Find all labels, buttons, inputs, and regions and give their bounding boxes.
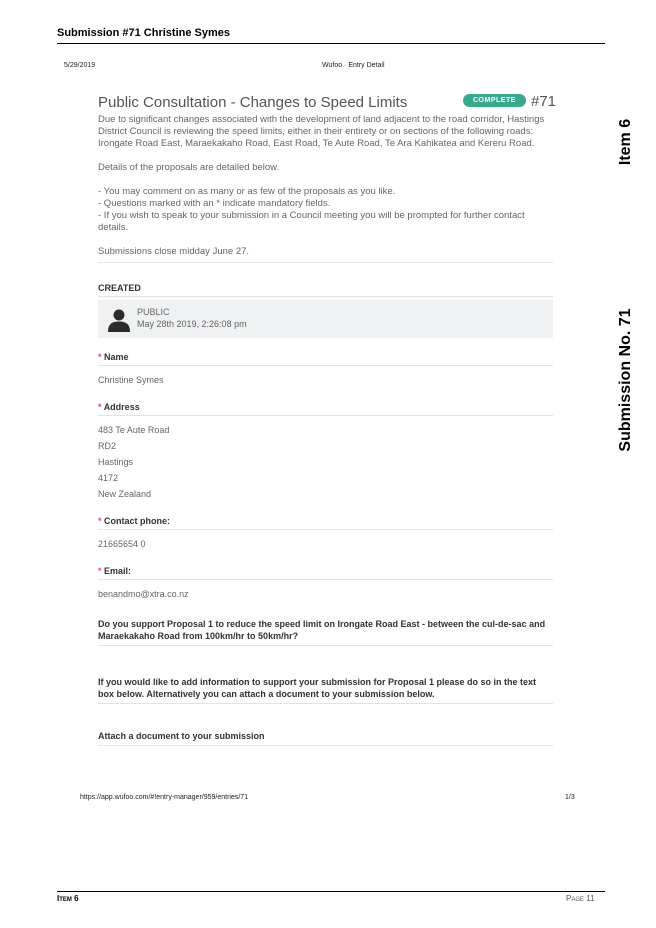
document-header [57,23,605,44]
form-closing-text: Submissions close midday June 27. [98,246,250,257]
created-info [137,306,247,330]
address-line: 483 Te Aute Road [98,425,170,435]
proposal-1-question: Do you support Proposal 1 to reduce the speed limit on Irongate Road East - between the cul-de-sac and Maraekakaho Road from 100km/hr to 50km/hr? [98,618,553,646]
phone-value: 21665654 0 [98,539,146,549]
email-label [98,566,553,580]
entry-number: #71 [531,93,557,110]
phone-label [98,516,553,530]
name-value: Christine Symes [98,375,164,385]
print-date: 5/29/2019 [64,62,96,69]
form-description [98,114,553,263]
address-label-text: Address [103,402,140,412]
attach-document-question: Attach a document to your submission [98,730,553,746]
document-header-title: Submission #71 Christine Symes [57,27,231,39]
entry-content [98,92,557,746]
address-line: Hastings [98,457,134,467]
side-submission-label: Submission No. 71 [617,308,634,452]
created-by: PUBLIC [137,307,170,317]
created-box [98,300,553,338]
side-item-label: Item 6 [617,118,634,166]
email-value: benandmo@xtra.co.nz [98,589,189,599]
required-marker: * [98,516,102,526]
form-bullet: - If you wish to speak to your submission in a Council meeting you will be prompted for further contact details. [98,210,525,233]
print-page-number: 1/3 [565,794,575,801]
name-label-text: Name [104,352,129,362]
address-line: 4172 [98,473,119,483]
address-line: RD2 [98,441,117,451]
form-bullet: - You may comment on as many or as few of the proposals as you like. [98,186,396,197]
created-date: May 28th 2019, 2:26:08 pm [137,319,247,329]
form-title: Public Consultation - Changes to Speed Limits [98,93,408,111]
created-heading: CREATED [98,283,553,297]
name-label [98,352,553,366]
required-marker: * [98,402,102,412]
form-intro: Due to significant changes associated with the development of land adjacent to the road corridor, Hastings District Council is reviewing the speed limits, either in their entirety or on sections of the following roads: Irongate Road East, Maraekakaho Road, East Road, Te Aute Road, Te Ara Kahikatea and Kereru Road. [98,114,545,149]
footer-item: Item 6 [57,894,79,903]
user-silhouette-icon [107,308,131,332]
form-bullet: - Questions marked with an * indicate mandatory fields. [98,198,331,209]
required-marker: * [98,566,102,576]
print-url: https://app.wufoo.com/#!entry-manager/959/entries/71 [80,794,249,801]
form-details: Details of the proposals are detailed below. [98,162,280,173]
email-label-text: Email: [104,566,132,576]
form-closing [98,246,553,263]
address-value [98,422,553,502]
address-label [98,402,553,416]
proposal-1-info-question: If you would like to add information to support your submission for Proposal 1 please do so in the text box below. Alternatively you can attach a document to your submission below. [98,676,553,704]
phone-label-text: Contact phone: [104,516,171,526]
form-bullets [98,186,553,234]
footer-rule [57,891,605,892]
address-line: New Zealand [98,489,152,499]
status-badge: COMPLETE [463,94,526,107]
footer-page: Page 11 [566,894,595,903]
print-page-title: Wufoo · Entry Detail [322,62,385,69]
required-marker: * [98,352,102,362]
